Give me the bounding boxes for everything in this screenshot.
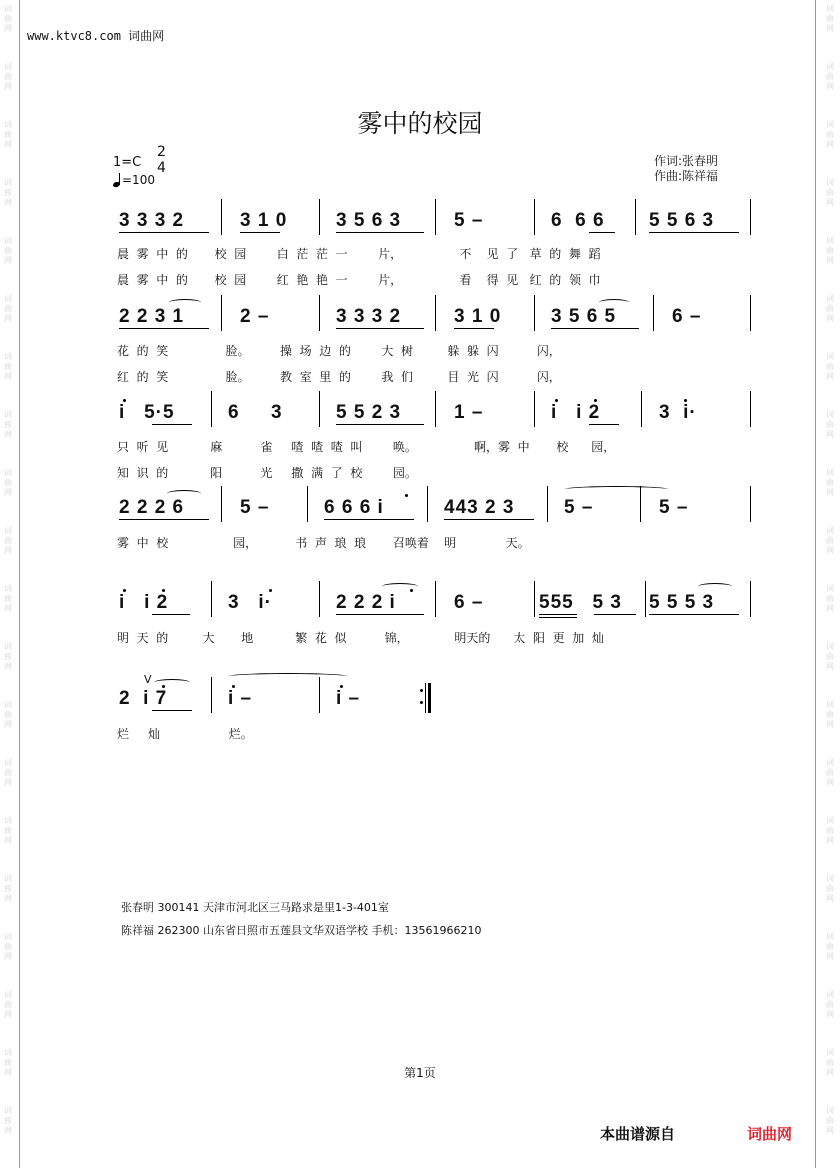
barline bbox=[534, 199, 535, 235]
barline bbox=[547, 486, 548, 522]
barline bbox=[534, 391, 535, 427]
barline bbox=[319, 391, 320, 427]
lyric-line: 知 识 的 阳 光 撒 满 了 校 园。 bbox=[117, 466, 417, 480]
page-number: 第1页 bbox=[404, 1066, 436, 1080]
left-watermark-strip bbox=[0, 0, 16, 1169]
watermark-mark: 词 曲 网 bbox=[826, 4, 834, 33]
brand-logo[interactable]: 词曲网 bbox=[747, 1125, 793, 1143]
slur bbox=[698, 583, 732, 590]
watermark-mark: 词 曲 网 bbox=[4, 932, 12, 961]
beam bbox=[119, 519, 209, 520]
slur bbox=[167, 490, 201, 497]
watermark-mark: 词 曲 网 bbox=[826, 584, 834, 613]
barline bbox=[534, 581, 535, 617]
high-octave-dot bbox=[410, 589, 413, 592]
barline bbox=[319, 677, 320, 713]
barline bbox=[750, 391, 751, 427]
beam bbox=[336, 328, 424, 329]
watermark-mark: 词 曲 网 bbox=[4, 1106, 12, 1135]
time-signature-bottom: 4 bbox=[157, 160, 166, 176]
beam bbox=[324, 519, 414, 520]
watermark-mark: 词 曲 网 bbox=[4, 120, 12, 149]
barline bbox=[653, 295, 654, 331]
watermark-mark: 词 曲 网 bbox=[4, 62, 12, 91]
lyric-line: 晨 雾 中 的 校 园 白 茫 茫 一 片， 不 见 了 草 的 舞 蹈 bbox=[117, 247, 601, 261]
composer-credit: 作曲:陈祥福 bbox=[654, 169, 719, 183]
beam bbox=[539, 614, 577, 615]
watermark-mark: 词 曲 网 bbox=[826, 700, 834, 729]
watermark-mark: 词 曲 网 bbox=[826, 410, 834, 439]
barline bbox=[534, 295, 535, 331]
beam bbox=[336, 232, 424, 233]
slur bbox=[564, 486, 669, 493]
beam bbox=[649, 232, 739, 233]
quarter-note-icon bbox=[113, 173, 120, 187]
address-line: 张春明 300141 天津市河北区三马路求是里1-3-401室 bbox=[121, 901, 389, 914]
lyric-line: 花 的 笑 脸。 操 场 边 的 大 树 躲 躲 闪 闪， bbox=[117, 344, 561, 358]
beam bbox=[589, 232, 615, 233]
barline bbox=[435, 199, 436, 235]
watermark-mark: 词 曲 网 bbox=[4, 874, 12, 903]
key-signature: 1=C bbox=[113, 155, 142, 170]
watermark-mark: 词 曲 网 bbox=[4, 352, 12, 381]
slur bbox=[154, 679, 190, 686]
beam bbox=[240, 232, 280, 233]
score-row-6: V 2 i 7 i – i – bbox=[114, 677, 444, 715]
watermark-mark: 词 曲 网 bbox=[826, 816, 834, 845]
lyric-line: 雾 中 校 园， 书 声 琅 琅 召唤着 明 天。 bbox=[117, 536, 530, 550]
watermark-mark: 词 曲 网 bbox=[826, 526, 834, 555]
barline bbox=[435, 295, 436, 331]
watermark-mark: 词 曲 网 bbox=[826, 990, 834, 1019]
barline bbox=[221, 199, 222, 235]
tempo-marking bbox=[113, 173, 155, 187]
watermark-mark: 词 曲 网 bbox=[826, 642, 834, 671]
source-label: 本曲谱源自 bbox=[600, 1125, 676, 1143]
watermark-mark: 词 曲 网 bbox=[4, 1048, 12, 1077]
barline bbox=[435, 581, 436, 617]
score-row-5: i i 2 3 i· 2 2 2 i 6 – 555 5 3 5 5 5 3 bbox=[114, 581, 754, 619]
watermark-mark: 词 曲 网 bbox=[826, 294, 834, 323]
beam bbox=[152, 614, 190, 615]
barline bbox=[640, 486, 641, 522]
beam bbox=[152, 424, 192, 425]
beam bbox=[649, 614, 739, 615]
beam bbox=[594, 614, 636, 615]
barline bbox=[641, 391, 642, 427]
beam bbox=[119, 232, 209, 233]
site-header: www.ktvc8.com 词曲网 bbox=[27, 29, 165, 43]
score-row-1: 3 3 3 2 3 1 0 3 5 6 3 5 – 6 6 6 5 5 6 3 bbox=[114, 199, 754, 237]
barline bbox=[750, 486, 751, 522]
watermark-mark: 词 曲 网 bbox=[4, 526, 12, 555]
lyric-line: 红 的 笑 脸。 教 室 里 的 我 们 目 光 闪 闪， bbox=[117, 370, 561, 384]
lyric-line: 晨 雾 中 的 校 园 红 艳 艳 一 片， 看 得 见 红 的 领 巾 bbox=[117, 273, 601, 287]
watermark-mark: 词 曲 网 bbox=[4, 990, 12, 1019]
barline bbox=[645, 581, 646, 617]
credits bbox=[654, 154, 718, 184]
slur bbox=[228, 673, 348, 680]
watermark-mark: 词 曲 网 bbox=[4, 816, 12, 845]
address-line: 陈祥福 262300 山东省日照市五莲县文华双语学校 手机：13561966210 bbox=[121, 924, 482, 937]
lyric-line: 烂 灿 烂。 bbox=[117, 727, 253, 741]
barline bbox=[319, 581, 320, 617]
time-signature bbox=[157, 144, 166, 176]
barline bbox=[635, 199, 636, 235]
beam bbox=[152, 710, 192, 711]
barline bbox=[750, 199, 751, 235]
watermark-mark: 词 曲 网 bbox=[826, 62, 834, 91]
barline bbox=[435, 391, 436, 427]
beam bbox=[444, 519, 534, 520]
watermark-mark: 词 曲 网 bbox=[826, 178, 834, 207]
score-row-2: 2 2 3 1 2 – 3 3 3 2 3 1 0 3 5 6 5 6 – bbox=[114, 295, 754, 333]
beam bbox=[539, 617, 577, 618]
watermark-mark: 词 曲 网 bbox=[826, 236, 834, 265]
watermark-mark: 词 曲 网 bbox=[826, 120, 834, 149]
beam bbox=[119, 328, 209, 329]
barline bbox=[427, 486, 428, 522]
lyric-line: 只 听 见 麻 雀 喳 喳 喳 叫 唤。 啊，雾 中 校 园， bbox=[117, 440, 616, 454]
barline bbox=[750, 581, 751, 617]
watermark-mark: 词 曲 网 bbox=[4, 178, 12, 207]
barline bbox=[221, 295, 222, 331]
slur bbox=[599, 299, 629, 306]
barline bbox=[211, 677, 212, 713]
high-octave-dot bbox=[405, 494, 408, 497]
watermark-mark: 词 曲 网 bbox=[826, 352, 834, 381]
watermark-mark: 词 曲 网 bbox=[4, 410, 12, 439]
barline bbox=[221, 486, 222, 522]
beam bbox=[336, 614, 424, 615]
slur bbox=[169, 299, 201, 306]
barline bbox=[319, 295, 320, 331]
right-watermark-strip bbox=[822, 0, 838, 1169]
watermark-mark: 词 曲 网 bbox=[826, 468, 834, 497]
watermark-mark: 词 曲 网 bbox=[826, 1106, 834, 1135]
lyric-line: 明 天 的 大 地 繁 花 似 锦， 明天的 太 阳 更 加 灿 bbox=[117, 631, 604, 645]
score-row-4: 2 2 2 6 5 – 6 6 6 i 443 2 3 5 – 5 – bbox=[114, 486, 754, 524]
watermark-mark: 词 曲 网 bbox=[826, 758, 834, 787]
beam bbox=[454, 328, 494, 329]
song-title: 雾中的校园 bbox=[357, 109, 483, 138]
watermark-mark: 词 曲 网 bbox=[4, 294, 12, 323]
time-signature-top: 2 bbox=[157, 144, 166, 160]
watermark-mark: 词 曲 网 bbox=[4, 236, 12, 265]
score-row-3: i 5·5 6 3 5 5 2 3 1 – i i 2 3 i· bbox=[114, 391, 754, 429]
tempo-value: =100 bbox=[122, 173, 155, 187]
barline bbox=[319, 199, 320, 235]
watermark-mark: 词 曲 网 bbox=[826, 932, 834, 961]
watermark-mark: 词 曲 网 bbox=[4, 4, 12, 33]
beam bbox=[551, 328, 639, 329]
beam bbox=[589, 424, 619, 425]
breath-mark: V bbox=[144, 673, 152, 686]
watermark-mark: 词 曲 网 bbox=[4, 700, 12, 729]
watermark-mark: 词 曲 网 bbox=[4, 758, 12, 787]
beam bbox=[336, 424, 424, 425]
watermark-mark: 词 曲 网 bbox=[826, 1048, 834, 1077]
barline bbox=[211, 391, 212, 427]
watermark-mark: 词 曲 网 bbox=[826, 874, 834, 903]
watermark-mark: 词 曲 网 bbox=[4, 584, 12, 613]
watermark-mark: 词 曲 网 bbox=[4, 468, 12, 497]
barline bbox=[211, 581, 212, 617]
barline bbox=[750, 295, 751, 331]
barline bbox=[307, 486, 308, 522]
lyricist-credit: 作词:张春明 bbox=[654, 154, 719, 168]
watermark-mark: 词 曲 网 bbox=[4, 642, 12, 671]
